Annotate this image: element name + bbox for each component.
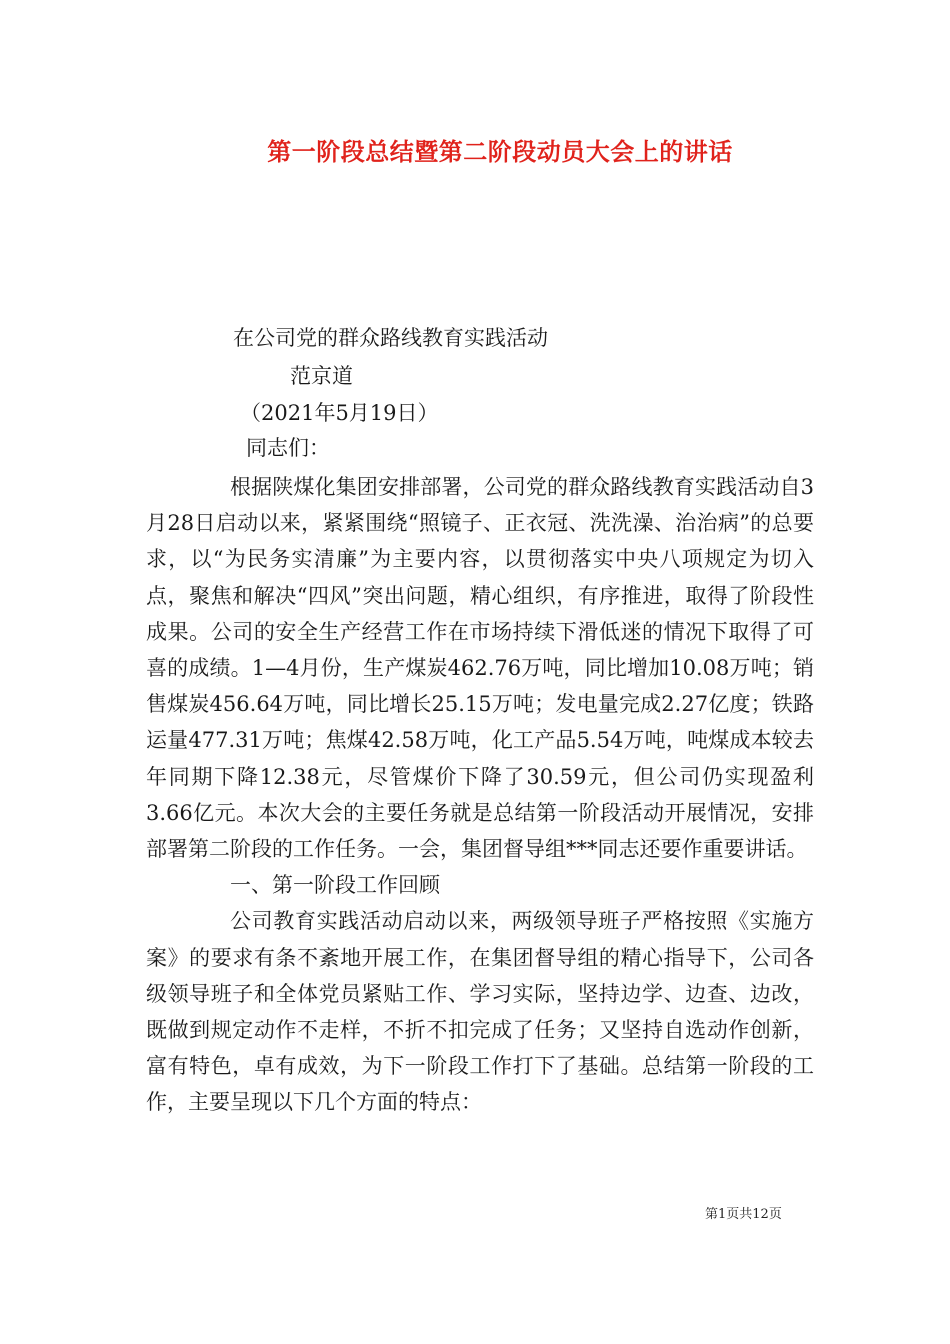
document-body xyxy=(146,469,814,1121)
body-paragraph: 根据陕煤化集团安排部署，公司党的群众路线教育实践活动自3月28日启动以来，紧紧围绕“照镜子、正衣冠、洗洗澡、治治病”的总要求，以“为民务实清廉”为主要内容，以贯彻落实中央八项规定为切入点，聚焦和解决“四风”突出问题，精心组织，有序推进，取得了阶段性成果。公司的安全生产经营工作在市场持续下滑低迷的情况下取得了可喜的成绩。1—4月份，生产煤炭462.76万吨，同比增加10.08万吨；销售煤炭456.64万吨，同比增长25.15万吨；发电量完成2.27亿度；铁路运量477.31万吨；焦煤42.58万吨，化工产品5.54万吨，吨煤成本较去年同期下降12.38元，尽管煤价下降了30.59元，但公司仍实现盈利3.66亿元。本次大会的主要任务就是总结第一阶段活动开展情况，安排部署第二阶段的工作任务。一会，集团督导组***同志还要作重要讲话。 xyxy=(146,475,814,862)
document-date: （2021年5月19日） xyxy=(240,401,439,425)
section-heading: 一、第一阶段工作回顾 xyxy=(230,873,440,898)
salutation: 同志们： xyxy=(246,436,330,460)
document-subtitle: 在公司党的群众路线教育实践活动 xyxy=(233,326,548,350)
body-paragraph: 公司教育实践活动启动以来，两级领导班子严格按照《实施方案》的要求有条不紊地开展工作，在集团督导组的精心指导下，公司各级领导班子和全体党员紧贴工作、学习实际，坚持边学、边查、边改，既做到规定动作不走样，不折不扣完成了任务；又坚持自选动作创新，富有特色，卓有成效，为下一阶段工作打下了基础。总结第一阶段的工作，主要呈现以下几个方面的特点： xyxy=(146,909,814,1115)
document-author: 范京道 xyxy=(290,364,353,388)
page-indicator: 第1页共12页 xyxy=(705,1207,782,1222)
document-title: 第一阶段总结暨第二阶段动员大会上的讲话 xyxy=(267,138,733,166)
